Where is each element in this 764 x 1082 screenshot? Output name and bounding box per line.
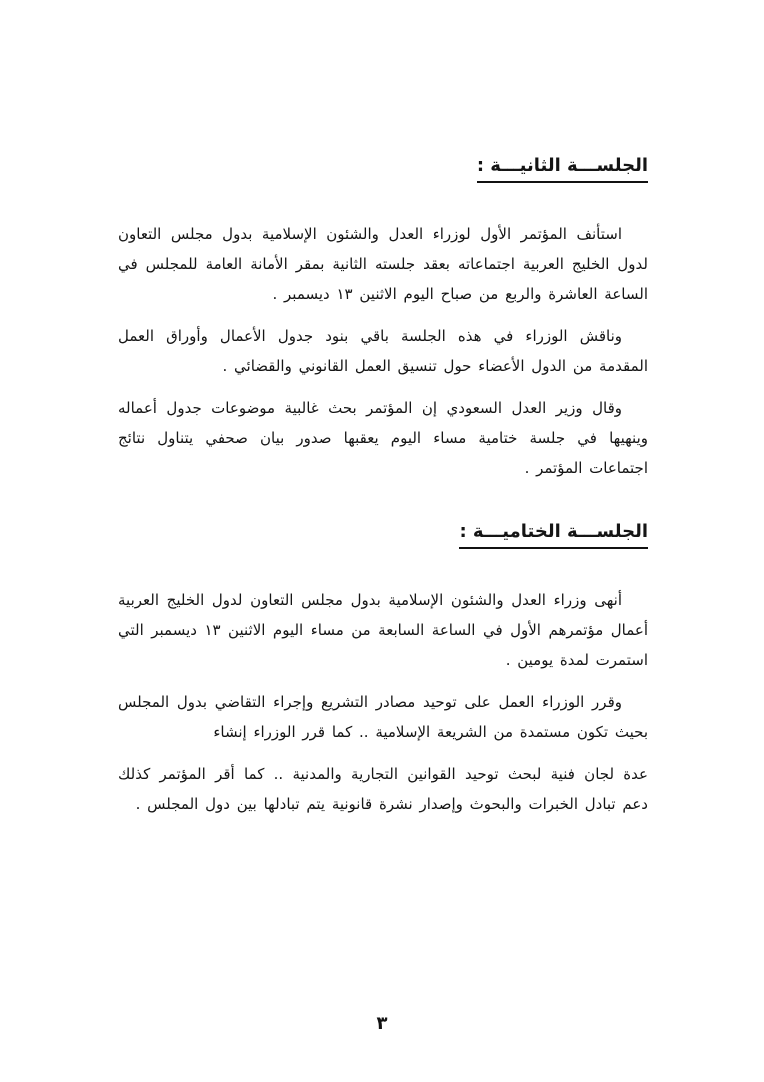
section-heading [118,155,648,183]
section-heading [118,521,648,549]
paragraph: وقرر الوزراء العمل على توحيد مصادر التشريع وإجراء التقاضي بدول المجلس بحيث تكون مستمدة من الشريعة الإسلامية .. كما قرر الوزراء إنشاء [118,693,648,741]
section-heading-text: الجلســـة الختاميـــة : [459,521,648,549]
document-content [118,155,648,831]
section-second-session [118,155,648,483]
paragraph: وناقش الوزراء في هذه الجلسة باقي بنود جدول الأعمال وأوراق العمل المقدمة من الدول الأعضاء حول تنسيق العمل القانوني والقضائي . [118,327,648,375]
paragraph: وقال وزير العدل السعودي إن المؤتمر بحث غالبية موضوعات جدول أعماله وينهيها في جلسة ختامية مساء اليوم يعقبها صدور بيان صحفي يتناول نتائج اجتماعات المؤتمر . [118,399,648,477]
page-number: ٣ [376,1013,388,1034]
section-heading-text: الجلســـة الثانيـــة : [477,155,648,183]
paragraph: عدة لجان فنية لبحث توحيد القوانين التجارية والمدنية .. كما أقر المؤتمر كذلك دعم تبادل الخبرات والبحوث وإصدار نشرة قانونية يتم تبادلها بين دول المجلس . [118,765,648,813]
paragraph: أنهى وزراء العدل والشئون الإسلامية بدول مجلس التعاون لدول الخليج العربية أعمال مؤتمرهم الأول في الساعة السابعة من مساء اليوم الاثنين ١٣ ديسمبر التي استمرت لمدة يومين . [118,591,649,669]
paragraph: استأنف المؤتمر الأول لوزراء العدل والشئون الإسلامية بدول مجلس التعاون لدول الخليج العربية اجتماعاته بعقد جلسته الثانية بمقر الأمانة العامة للمجلس في الساعة العاشرة والربع من صباح اليوم الاثنين ١٣ ديسمبر . [118,225,648,303]
section-closing-session [118,521,648,819]
